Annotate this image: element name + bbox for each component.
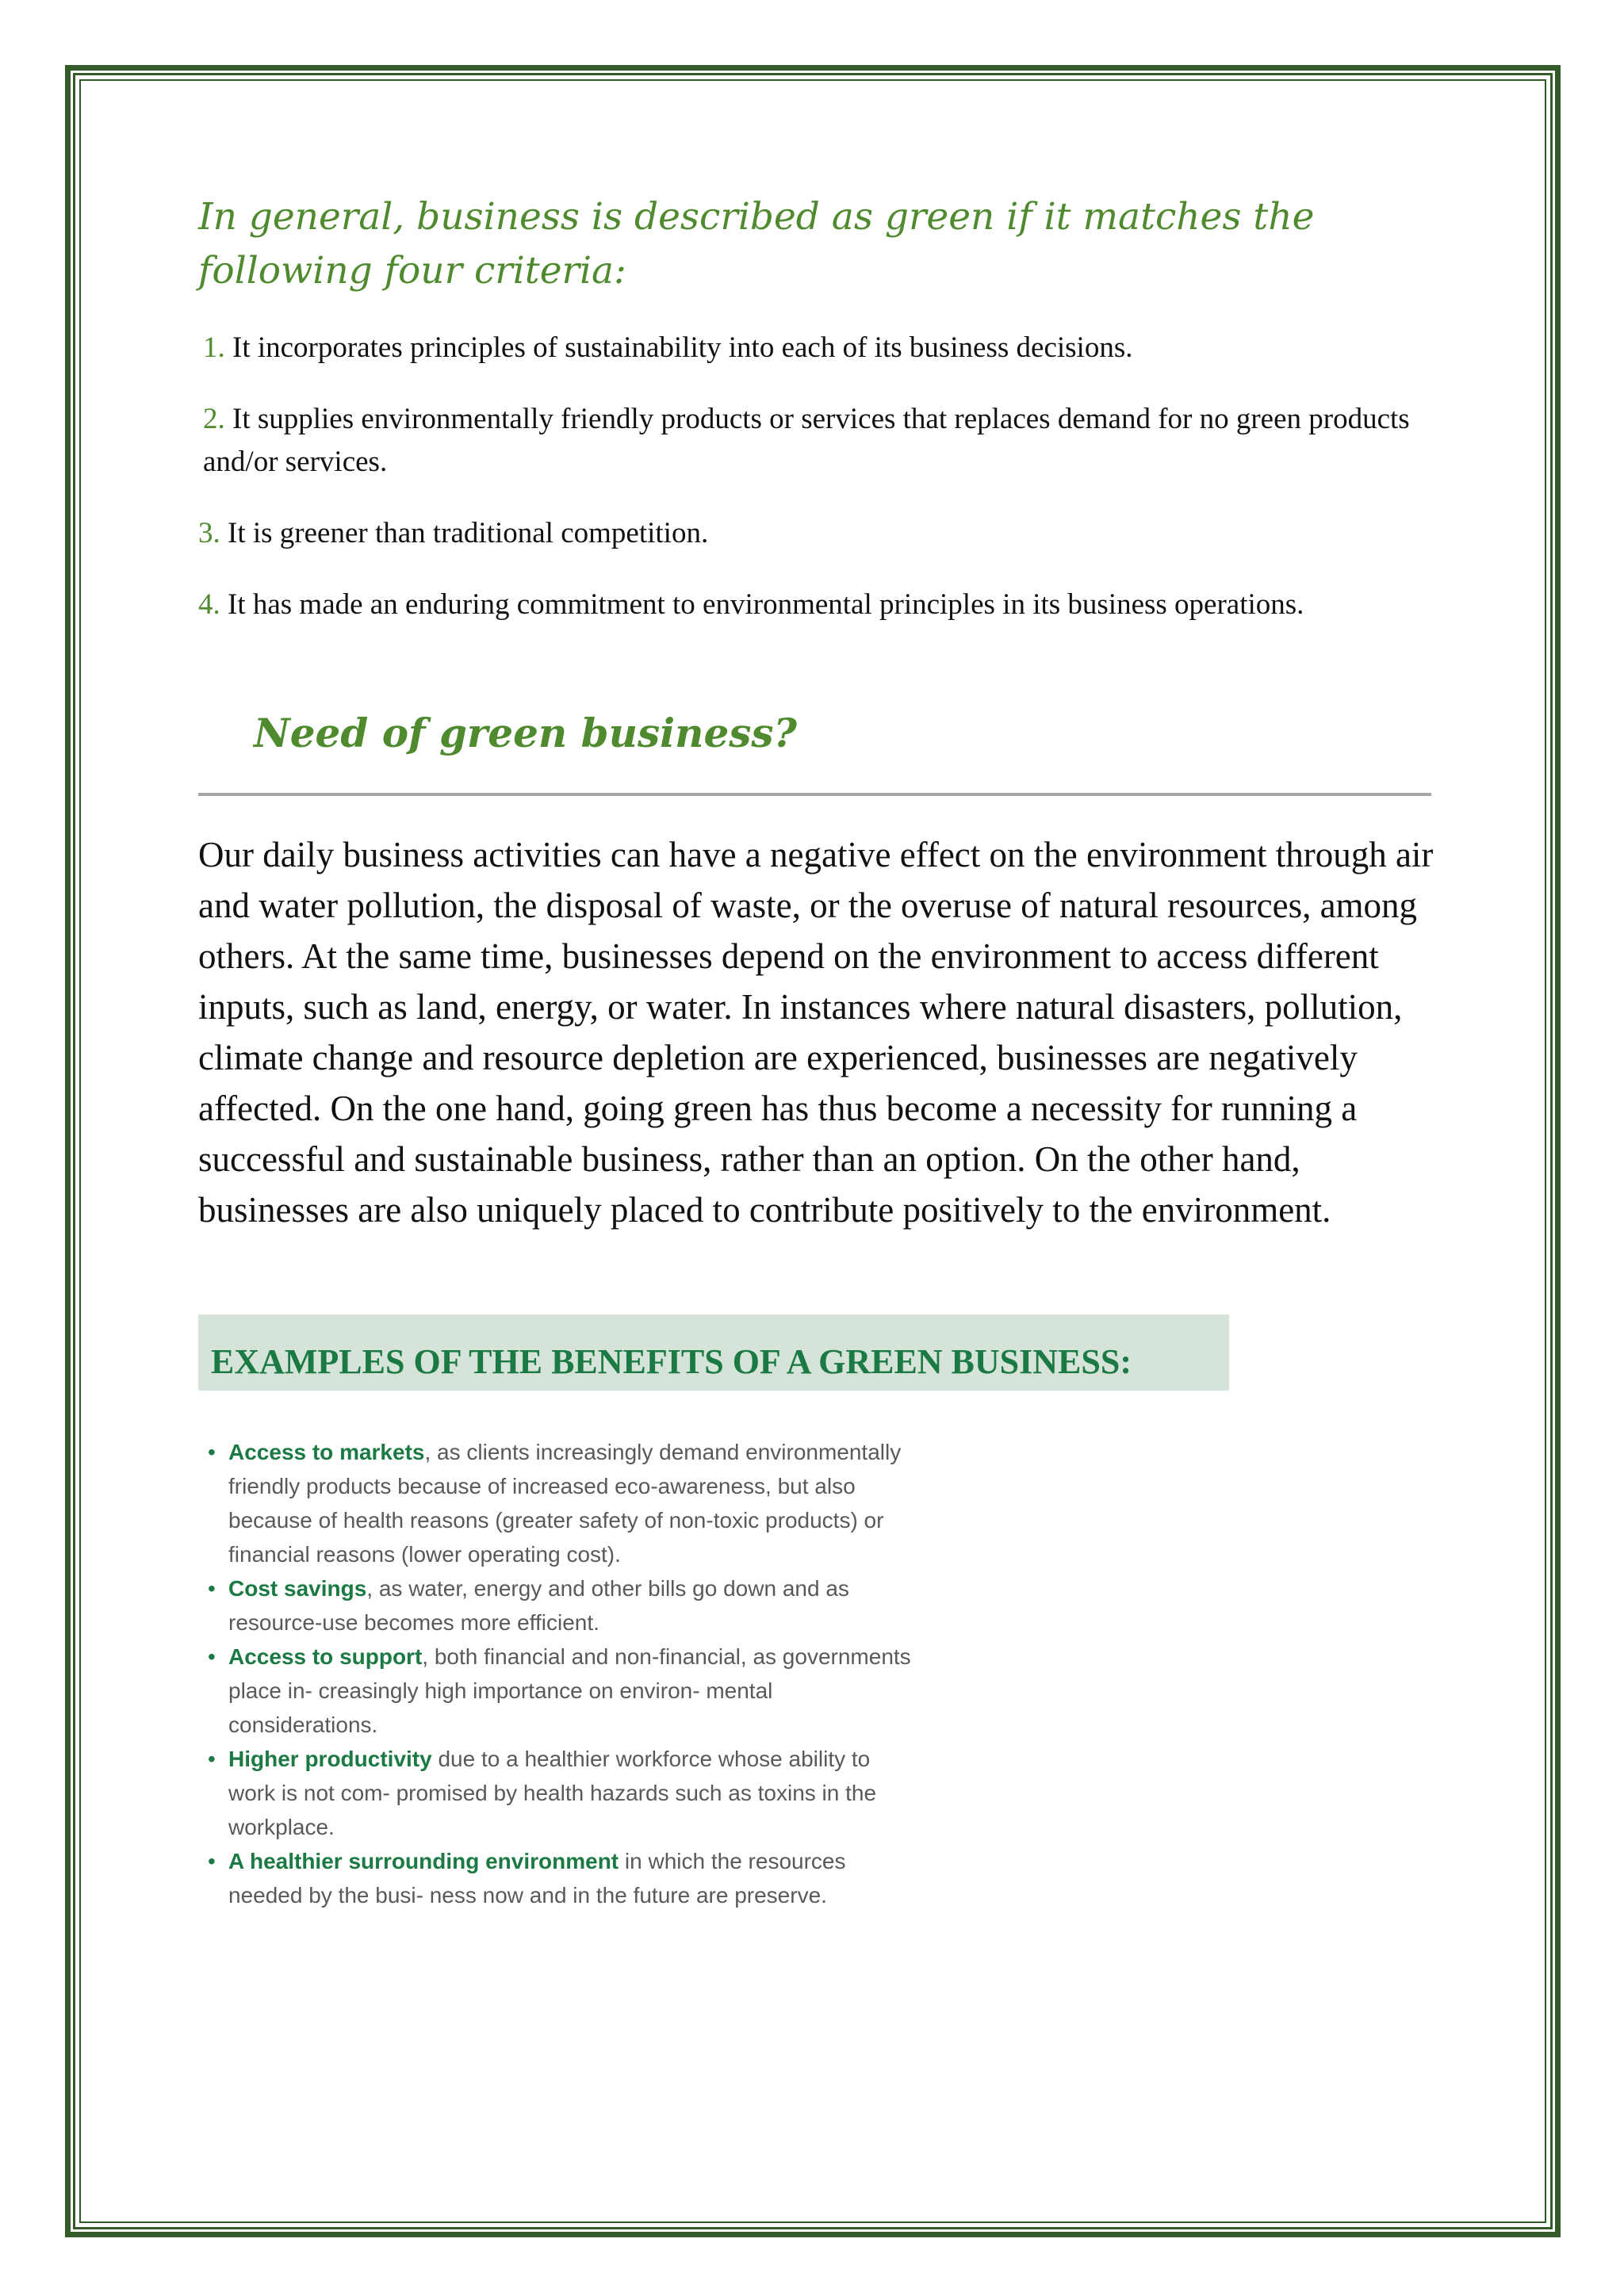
benefit-item xyxy=(208,1435,921,1571)
section-divider xyxy=(198,793,1431,796)
need-paragraph: Our daily business activities can have a negative effect on the environment through air and water pollution, the disposal of waste, or the overuse of natural resources, among others. At the same time, businesses depend on the environment to access different inputs, such as land, energy, or water. In instances where natural disasters, pollution, climate change and resource depletion are experienced, businesses are negatively affected. On the one hand, going green has thus become a necessity for running a successful and sustainable business, rather than an option. On the other hand, businesses are also uniquely placed to contribute positively to the environment. xyxy=(198,835,1434,1230)
criteria-number: 3. xyxy=(198,517,220,549)
bullet-icon: • xyxy=(208,1440,216,1464)
benefit-key: Access to markets xyxy=(228,1440,425,1464)
benefits-list xyxy=(208,1435,921,1912)
criteria-number: 4. xyxy=(198,588,220,621)
benefit-text: due to a healthier workforce whose ability to work is not com- promised by health hazards such as toxins in the workplace. xyxy=(228,1747,877,1839)
benefit-text: in which the resources needed by the busi- ness now and in the future are preserve. xyxy=(228,1849,846,1908)
criteria-item xyxy=(198,512,1435,555)
benefits-heading: EXAMPLES OF THE BENEFITS OF A GREEN BUSINESS: xyxy=(211,1342,1132,1381)
criteria-text: It is greener than traditional competition. xyxy=(220,517,709,549)
page-content xyxy=(198,190,1435,1912)
benefit-key: A healthier surrounding environment xyxy=(228,1849,619,1873)
benefit-key: Cost savings xyxy=(228,1576,367,1601)
benefit-text: , as clients increasingly demand environmentally friendly products because of increased eco-awareness, but also because of health reasons (greater safety of non-toxic products) or financial reasons (lower operating cost). xyxy=(228,1440,902,1567)
benefit-text: , as water, energy and other bills go down and as resource-use becomes more efficient. xyxy=(228,1576,849,1635)
benefit-item xyxy=(208,1640,921,1742)
bullet-icon: • xyxy=(208,1644,216,1669)
criteria-number: 2. xyxy=(203,403,225,435)
intro-heading: In general, business is described as green if it matches the following four criteria: xyxy=(198,195,1315,293)
benefit-key: Access to support xyxy=(228,1644,423,1669)
bullet-icon: • xyxy=(208,1576,216,1601)
criteria-text: It supplies environmentally friendly products or services that replaces demand for no green products and/or services. xyxy=(203,403,1410,478)
benefits-header-box xyxy=(198,1314,1229,1391)
criteria-number: 1. xyxy=(203,331,225,364)
criteria-item xyxy=(198,584,1435,626)
benefit-item xyxy=(208,1742,921,1844)
criteria-text: It incorporates principles of sustainability into each of its business decisions. xyxy=(224,331,1133,364)
benefit-key: Higher productivity xyxy=(228,1747,432,1771)
criteria-list xyxy=(198,327,1435,626)
benefit-text: , both financial and non-financial, as governments place in- creasingly high importance on environ- mental considerations. xyxy=(228,1644,911,1737)
benefit-item xyxy=(208,1571,921,1640)
benefit-item xyxy=(208,1844,921,1912)
criteria-item xyxy=(198,398,1435,484)
section-title-need: Need of green business? xyxy=(254,710,797,756)
criteria-item xyxy=(198,327,1435,369)
criteria-text: It has made an enduring commitment to environmental principles in its business operations. xyxy=(220,588,1304,621)
bullet-icon: • xyxy=(208,1747,216,1771)
bullet-icon: • xyxy=(208,1849,216,1873)
